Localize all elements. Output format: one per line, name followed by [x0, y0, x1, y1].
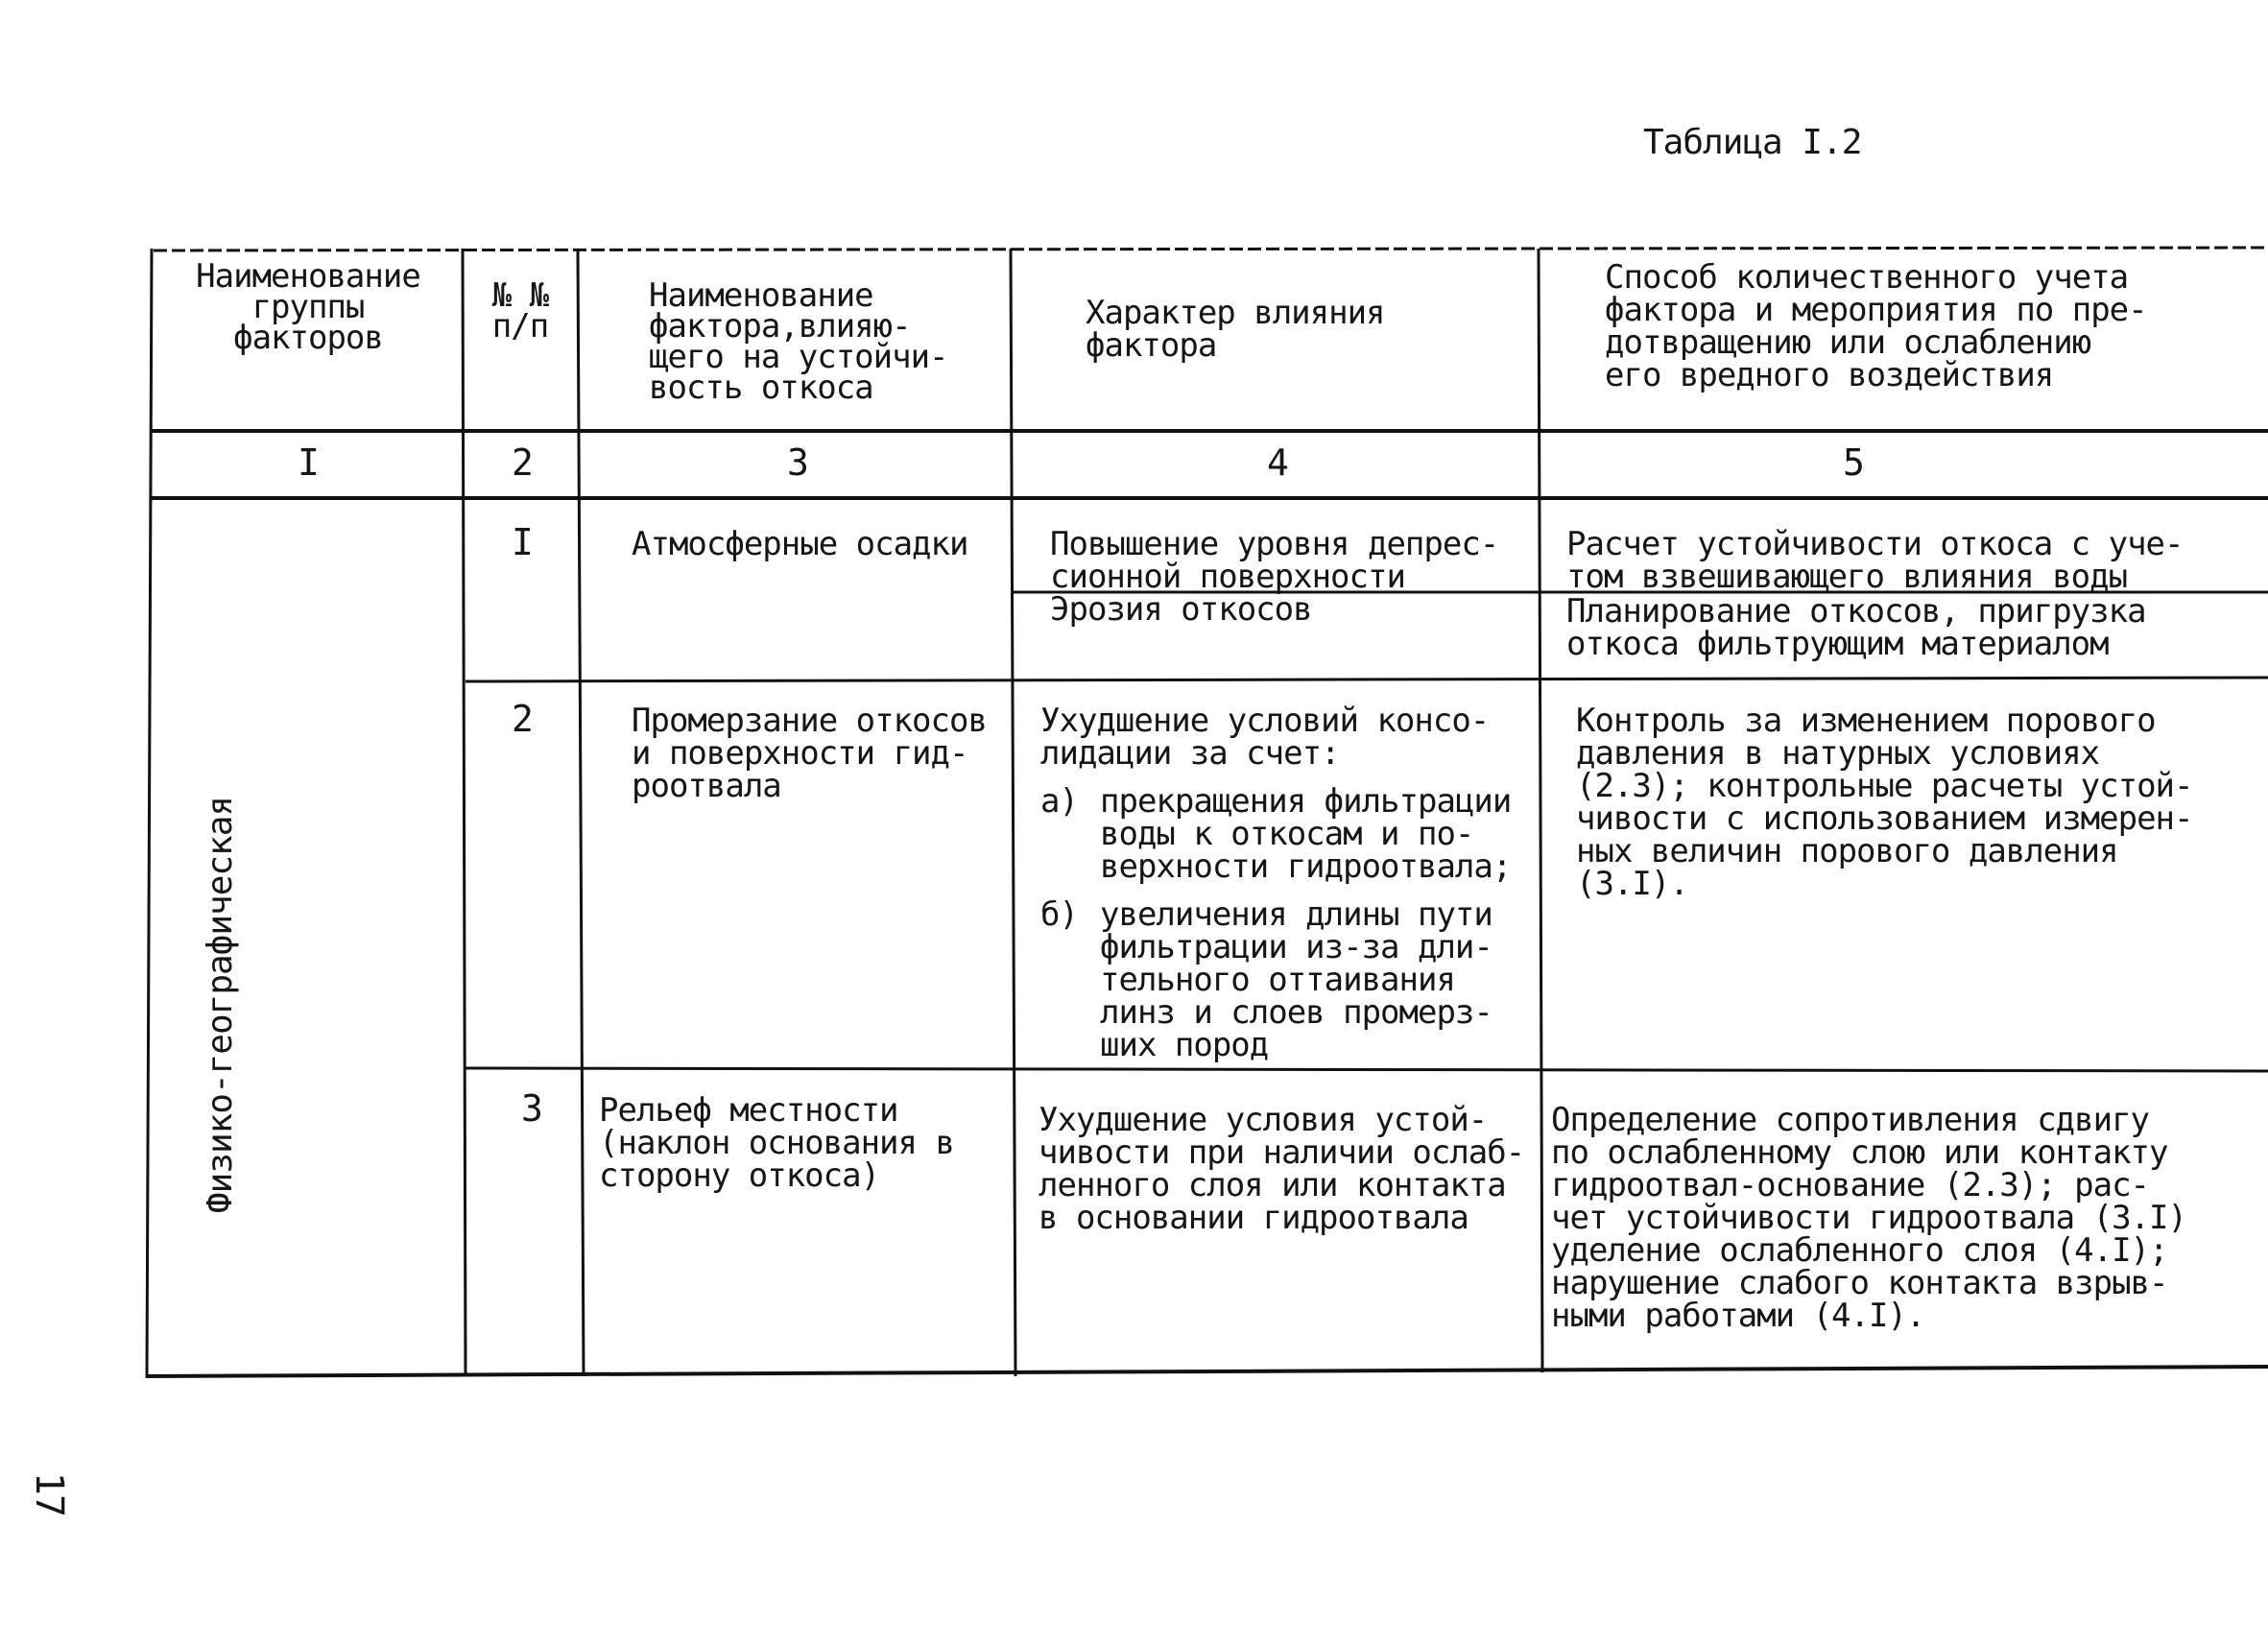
header-item-number: № № п/п: [491, 276, 549, 345]
col-number-1: I: [298, 441, 319, 484]
row-3-factor: Рельеф местности (наклон основания в сторону откоса): [599, 1091, 954, 1195]
row-3-effect: Ухудшение условия устой- чивости при наличии ослаб- ленного слоя или контакта в основании гидроотвала: [1039, 1101, 1525, 1237]
col-line-1: [463, 249, 466, 1376]
list-item-text: прекращения фильтрации воды к откосам и по- верхности гидроотвала;: [1100, 782, 1512, 886]
col-number-5: 5: [1843, 441, 1864, 484]
table-bottom-border: [146, 1367, 2268, 1376]
table-caption: Таблица I.2: [1643, 123, 1862, 162]
row-1-effect-1: Повышение уровня депрес- сионной поверхности: [1050, 525, 1499, 596]
row-line-1: [466, 678, 2268, 681]
row-2-effect-item-b: [1040, 895, 1492, 1064]
col-number-3: 3: [787, 441, 808, 484]
table-top-border: [154, 248, 2268, 250]
header-effect-character: Характер влияния фактора: [1086, 294, 1385, 365]
row-2-effect-intro: Ухудшение условий консо- лидации за счет:: [1040, 702, 1490, 773]
row-2-effect-item-a: [1040, 782, 1512, 886]
row-1-factor: Атмосферные осадки: [632, 525, 968, 563]
list-item-text: увеличения длины пути фильтрации из-за дли- тельного оттаивания линз и слоев промерз- ших пород: [1100, 895, 1492, 1064]
header-group-name: Наименование группы факторов: [196, 257, 420, 357]
row-2-factor: Промерзание откосов и поверхности гид- роотвала: [632, 702, 987, 805]
row-1-number: I: [512, 521, 533, 563]
group-label: Физико-географическая: [201, 796, 240, 1214]
list-marker: б): [1040, 895, 1078, 934]
row-1-measure-1: Расчет устойчивости откоса с уче- том взвешивающего влияния воды: [1566, 525, 2184, 596]
col-line-2: [578, 249, 584, 1376]
col-line-3: [1011, 249, 1015, 1376]
row-1-effect-2: Эрозия откосов: [1050, 590, 1312, 629]
col-number-2: 2: [512, 441, 533, 484]
list-marker: а): [1040, 782, 1078, 821]
row-2-measure: Контроль за изменением порового давления в натурных условиях (2.3); контрольные расчеты устой- чивости с использованием измерен- ных величин порового давления (3.I).: [1576, 702, 2193, 903]
row-3-measure: Определение сопротивления сдвигу по ослабленному слою или контакту гидроотвал-основание (2.3); рас- чет устойчивости гидроотвала (3.I) уделение ослабленного слоя (4.I); нарушение слабого контакта взрыв- ными работами (4.I).: [1551, 1101, 2186, 1335]
header-countermeasure: Способ количественного учета фактора и мероприятия по пре- дотвращению или ослаблению его вредного воздействия: [1605, 258, 2147, 394]
col-number-4: 4: [1267, 441, 1288, 484]
row-3-number: 3: [521, 1087, 542, 1130]
col-line-4: [1539, 249, 1542, 1372]
header-factor-name: Наименование фактора,влияю- щего на устойчи- вость откоса: [649, 276, 948, 407]
row-2-number: 2: [512, 698, 533, 740]
page-number: 17: [27, 1471, 72, 1517]
row-1-measure-2: Планирование откосов, пригрузка откоса фильтрующим материалом: [1566, 592, 2146, 663]
col-line-left: [147, 249, 152, 1378]
row-line-2: [466, 1068, 2268, 1071]
